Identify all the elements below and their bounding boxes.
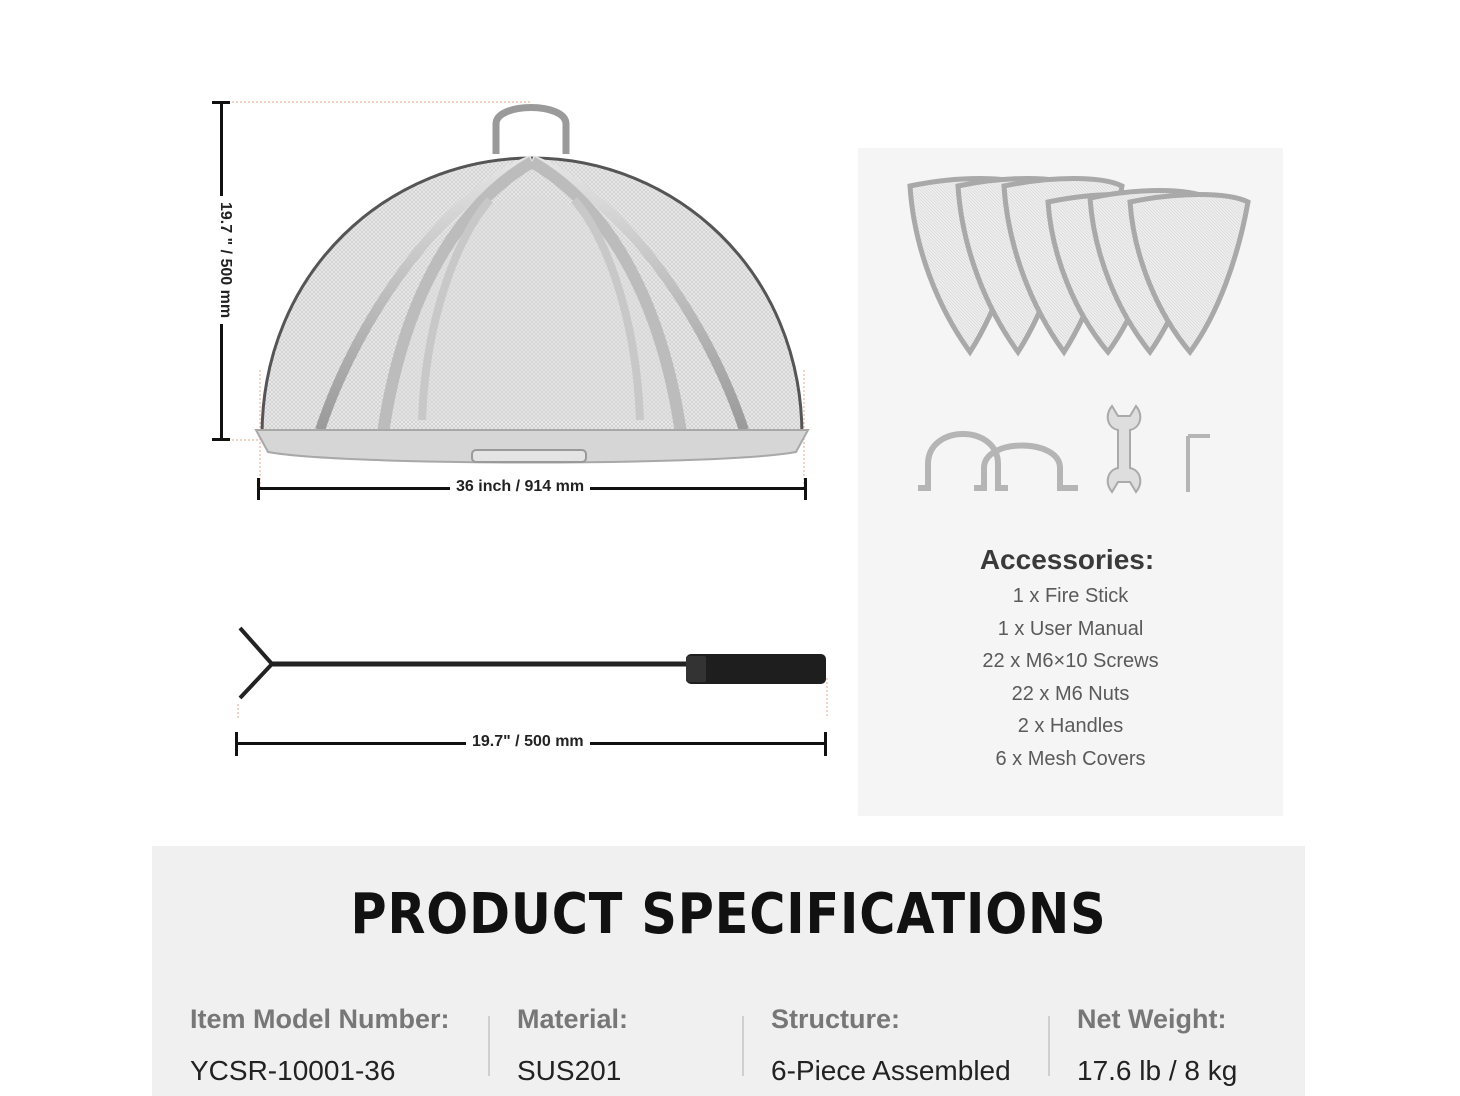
spec-divider bbox=[742, 1016, 744, 1076]
list-item: 1 x Fire Stick bbox=[1012, 585, 1129, 607]
spec-label: Item Model Number: bbox=[190, 1004, 450, 1034]
list-item: 22 x M6×10 Screws bbox=[982, 650, 1159, 672]
mesh-covers-image bbox=[898, 168, 1258, 358]
hex-key-icon bbox=[1180, 432, 1216, 496]
spec-label: Structure: bbox=[771, 1004, 901, 1034]
list-item: 22 x M6 Nuts bbox=[1011, 682, 1130, 705]
fire-stick-length-label: 19.7" / 500 mm bbox=[466, 733, 590, 751]
spec-material bbox=[517, 1004, 628, 1087]
spec-divider bbox=[488, 1016, 490, 1076]
list-item: 6 x Mesh Covers bbox=[995, 747, 1146, 770]
spec-model-number bbox=[190, 1004, 450, 1087]
fire-stick-image bbox=[230, 618, 840, 718]
spec-structure bbox=[771, 1004, 1011, 1087]
spec-value: SUS201 bbox=[517, 1055, 622, 1086]
dome-height-tick-bottom bbox=[212, 438, 230, 441]
dome-height-tick-top bbox=[212, 101, 230, 104]
accessories-list bbox=[858, 580, 1283, 775]
product-specifications-panel bbox=[152, 846, 1305, 1096]
list-item: 2 x Handles bbox=[1017, 715, 1124, 737]
spec-label: Net Weight: bbox=[1077, 1004, 1227, 1034]
dome-screen-image bbox=[200, 90, 840, 520]
dome-height-label: 19.7 " / 500 mm bbox=[216, 196, 234, 324]
dome-width-label: 36 inch / 914 mm bbox=[450, 478, 590, 496]
dome-width-tick-right bbox=[804, 478, 807, 500]
fire-stick-tick-left bbox=[235, 732, 238, 756]
spec-net-weight bbox=[1077, 1004, 1237, 1087]
spec-value: 6-Piece Assembled bbox=[771, 1055, 1011, 1086]
spec-label: Material: bbox=[517, 1004, 629, 1034]
spec-value: 17.6 lb / 8 kg bbox=[1077, 1055, 1238, 1086]
spec-value: YCSR-10001-36 bbox=[190, 1055, 396, 1086]
wrench-icon bbox=[1104, 402, 1144, 494]
accessories-title: Accessories: bbox=[979, 544, 1155, 575]
handles-image bbox=[898, 404, 1088, 494]
list-item: 1 x User Manual bbox=[997, 617, 1144, 640]
spec-title: PRODUCT SPECIFICATIONS bbox=[350, 882, 1107, 947]
spec-divider bbox=[1048, 1016, 1050, 1076]
accessories-panel bbox=[858, 148, 1283, 816]
dome-width-tick-left bbox=[257, 478, 260, 500]
fire-stick-tick-right bbox=[824, 732, 827, 756]
